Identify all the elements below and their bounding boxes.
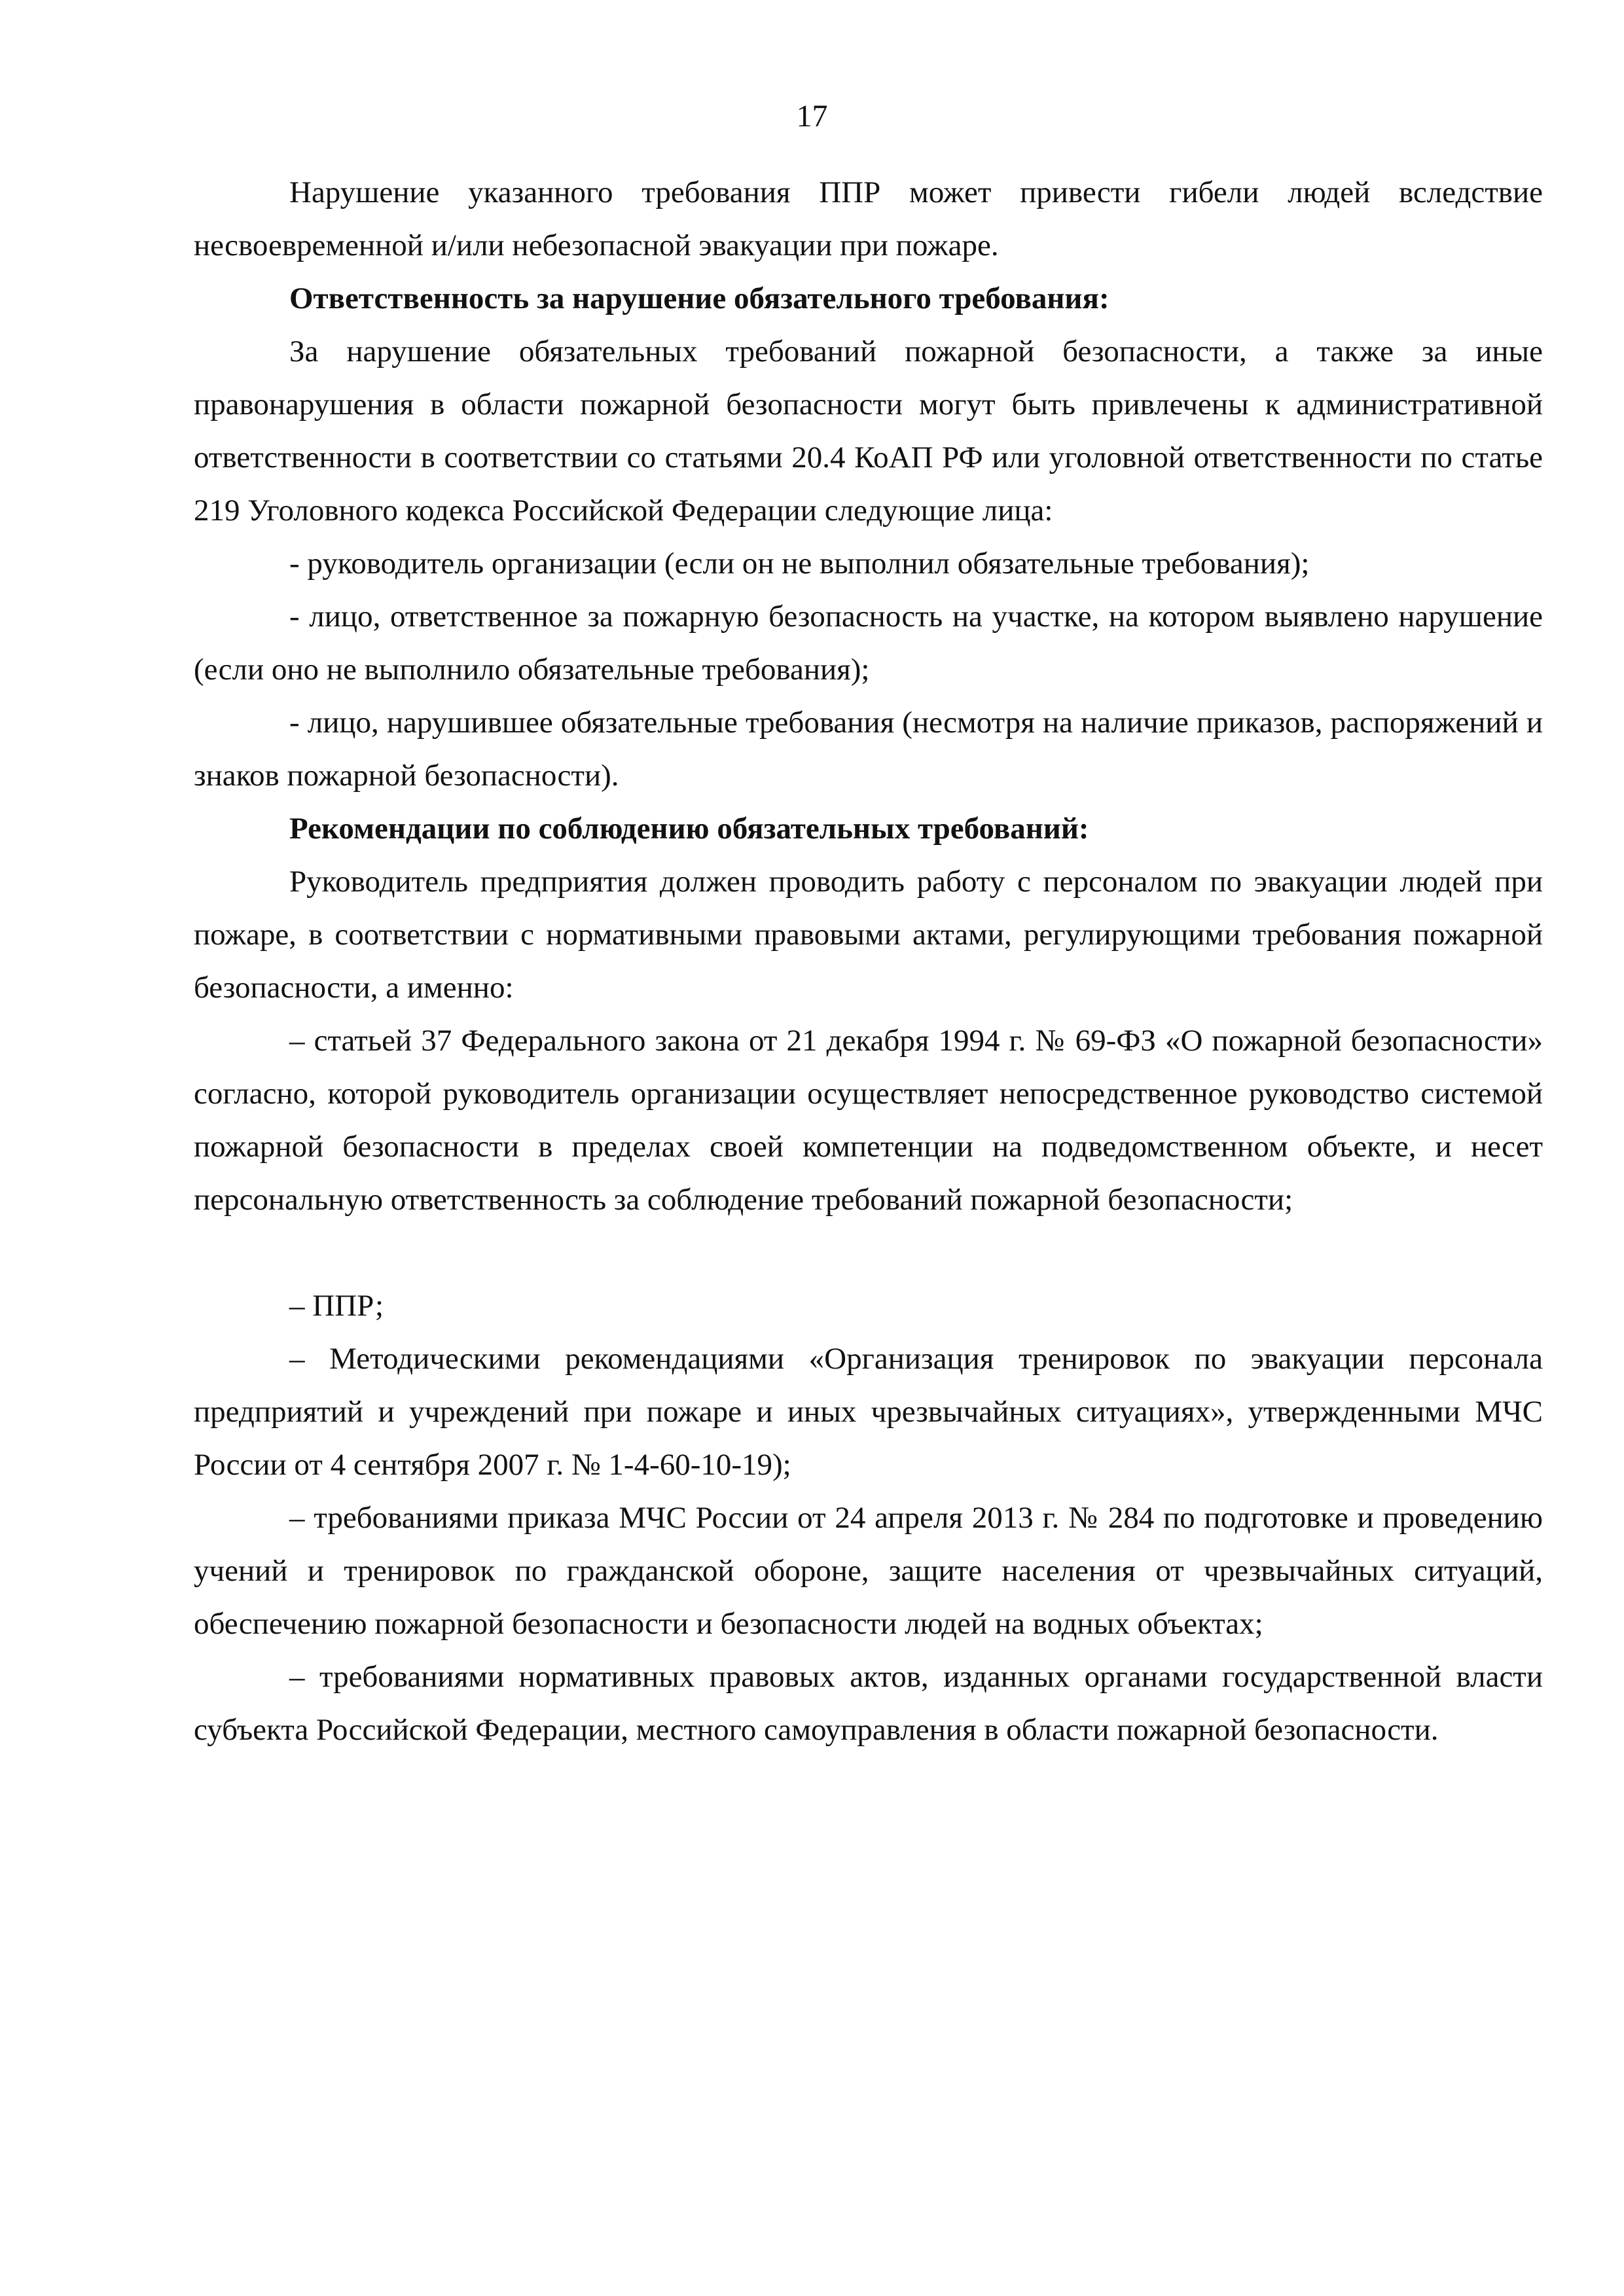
paragraph-responsibility-intro: За нарушение обязательных требований пожарной безопасности, а также за иные правонарушения в области пожарной безопасности могут быть привлечены к административной ответственности в соответствии со статьями 20.4 КоАП РФ или уголовной ответственности по статье 219 Уголовного кодекса Российской Федерации следующие лица: [194, 334, 1543, 528]
list-item-emercom-order: – требованиями приказа МЧС России от 24 апреля 2013 г. № 284 по подготовке и проведению учений и тренировок по гражданской обороне, защите населения от чрезвычайных ситуаций, обеспечению пожарной безопасности и безопасности людей на водных объектах; [194, 1501, 1543, 1641]
heading-recommendations: Рекомендации по соблюдению обязательных требований: [289, 812, 1089, 846]
paragraph-violation-consequence: Нарушение указанного требования ППР может привести гибели людей вследствие несвоевременной и/или небезопасной эвакуации при пожаре. [194, 175, 1543, 262]
list-item-regional-acts: – требованиями нормативных правовых актов, изданных органами государственной власти субъекта Российской Федерации, местного самоуправления в области пожарной безопасности. [194, 1660, 1543, 1747]
list-item-violator: - лицо, нарушившее обязательные требования (несмотря на наличие приказов, распоряжений и знаков пожарной безопасности). [194, 706, 1543, 793]
heading-responsibility: Ответственность за нарушение обязательного требования: [289, 281, 1110, 315]
list-item-federal-law: – статьей 37 Федерального закона от 21 декабря 1994 г. № 69-ФЗ «О пожарной безопасности» согласно, которой руководитель организации осуществляет непосредственное руководство системой пожарной безопасности в пределах своей компетенции на подведомственном объекте, и несет персональную ответственность за соблюдение требований пожарной безопасности; [194, 1024, 1543, 1217]
list-item-methodical-recommendations: – Методическими рекомендациями «Организация тренировок по эвакуации персонала предприятий и учреждений при пожаре и иных чрезвычайных ситуациях», утвержденными МЧС России от 4 сентября 2007 г. № 1-4-60-10-19); [194, 1342, 1543, 1482]
list-item-ppr: – ППР; [289, 1289, 384, 1323]
list-item-head-of-organization: - руководитель организации (если он не выполнил обязательные требования); [289, 547, 1310, 581]
list-item-responsible-person: - лицо, ответственное за пожарную безопасность на участке, на котором выявлено нарушение (если оно не выполнило обязательные требования); [194, 600, 1543, 687]
paragraph-recommendations-intro: Руководитель предприятия должен проводить работу с персоналом по эвакуации людей при пожаре, в соответствии с нормативными правовыми актами, регулирующими требования пожарной безопасности, а именно: [194, 865, 1543, 1005]
page-number: 17 [796, 99, 828, 134]
